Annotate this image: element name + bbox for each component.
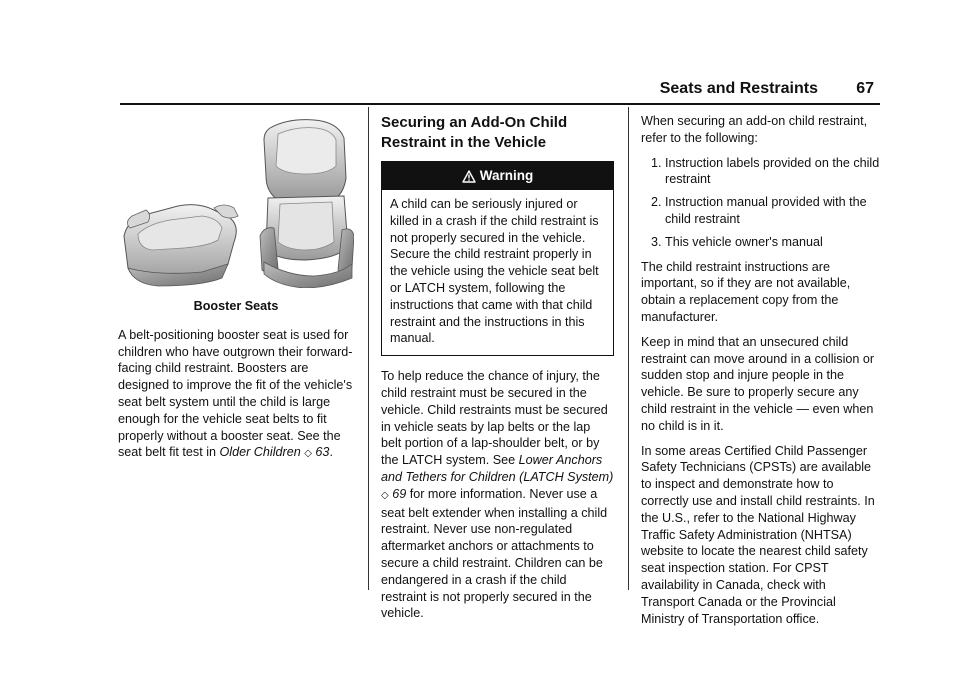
list-item: 3. This vehicle owner's manual <box>665 234 881 251</box>
running-header <box>120 78 880 104</box>
warning-header <box>382 162 613 190</box>
high-back-booster-graphic <box>260 120 354 288</box>
xref-diamond-icon: ◇ <box>304 448 312 460</box>
warning-triangle-icon <box>462 170 476 183</box>
booster-seats-illustration <box>118 118 354 288</box>
booster-paragraph: A belt-positioning booster seat is used for children who have outgrown their forward-facing child restraint. Boosters are designed to improve the fit of the vehicle's seat belt system until the child is large enough for the vehicle seat belts to fit properly without a booster seat. See the seat belt fit test in Older Children ◇ 63. <box>118 327 353 460</box>
xref-latch-link[interactable]: Lower Anchors and Tethers for Children (LATCH System) <box>381 453 614 484</box>
warning-box <box>381 161 614 356</box>
section-title: Seats and Restraints <box>659 80 818 97</box>
page-number: 67 <box>856 80 874 97</box>
cpst-paragraph: In some areas Certified Child Passenger Safety Technicians (CPSTs) are available to inspect and demonstrate how to correctly use and install child restraints. In the U.S., refer to the National Highway Traffic Safety Administration (NHTSA) website to locate the nearest child safety seat inspection station. For CPST availability in Canada, check with Transport Canada or the Provincial Ministry of Transportation office. <box>641 443 875 626</box>
xref-page-number[interactable]: 69 <box>392 486 407 501</box>
column-2 <box>381 113 614 630</box>
intro-paragraph: When securing an add-on child restraint, refer to the following: <box>641 114 868 145</box>
backless-booster-graphic <box>124 205 238 286</box>
instructions-paragraph: The child restraint instructions are important, so if they are not available, obtain a replacement copy from the manufacturer. <box>641 259 851 324</box>
booster-seats-image <box>118 118 354 288</box>
column-divider-1 <box>368 107 369 590</box>
warning-title: Warning <box>479 168 534 183</box>
column-divider-2 <box>628 107 629 590</box>
list-item: 2. Instruction manual provided with the child restraint <box>665 194 881 228</box>
figure-caption: Booster Seats <box>193 299 279 313</box>
list-item: 1. Instruction labels provided on the child restraint <box>665 155 881 189</box>
column-1 <box>118 118 354 471</box>
xref-page-number[interactable]: 63 <box>315 445 330 460</box>
securing-paragraph: To help reduce the chance of injury, the child restraint must be secured in the vehicle. Child restraints must be secured in vehicle seats by lap belts or the lap belt portion of a lap-shoulder belt, or by the LATCH system. See Lower Anchors and Tethers for Children (LATCH System) ◇ 69 for more information. Never use a seat belt extender when installing a child restraint. Never use non-regulated aftermarket anchors or attachments to secure a child restraint. Children can be endangered in a crash if the child restraint is not properly secured in the vehicle. <box>381 369 614 621</box>
xref-older-children-link[interactable]: Older Children <box>219 445 301 460</box>
column-3 <box>641 113 881 635</box>
xref-diamond-icon: ◇ <box>381 489 389 501</box>
unsecured-paragraph: Keep in mind that an unsecured child restraint can move around in a collision or sudden stop and injure people in the vehicle. Be sure to properly secure any child restraint in the vehicle — even when no child is in it. <box>641 334 875 433</box>
section-heading: Securing an Add-On Child Restraint in the Vehicle <box>381 114 568 151</box>
header-rule <box>120 103 880 105</box>
instruction-list <box>641 155 881 251</box>
warning-text: A child can be seriously injured or killed in a crash if the child restraint is not properly secured in the vehicle. Secure the child restraint properly in the vehicle using the vehicle seat belt or LATCH system, following the instructions that came with that child restraint and the instructions in this manual. <box>390 197 599 346</box>
